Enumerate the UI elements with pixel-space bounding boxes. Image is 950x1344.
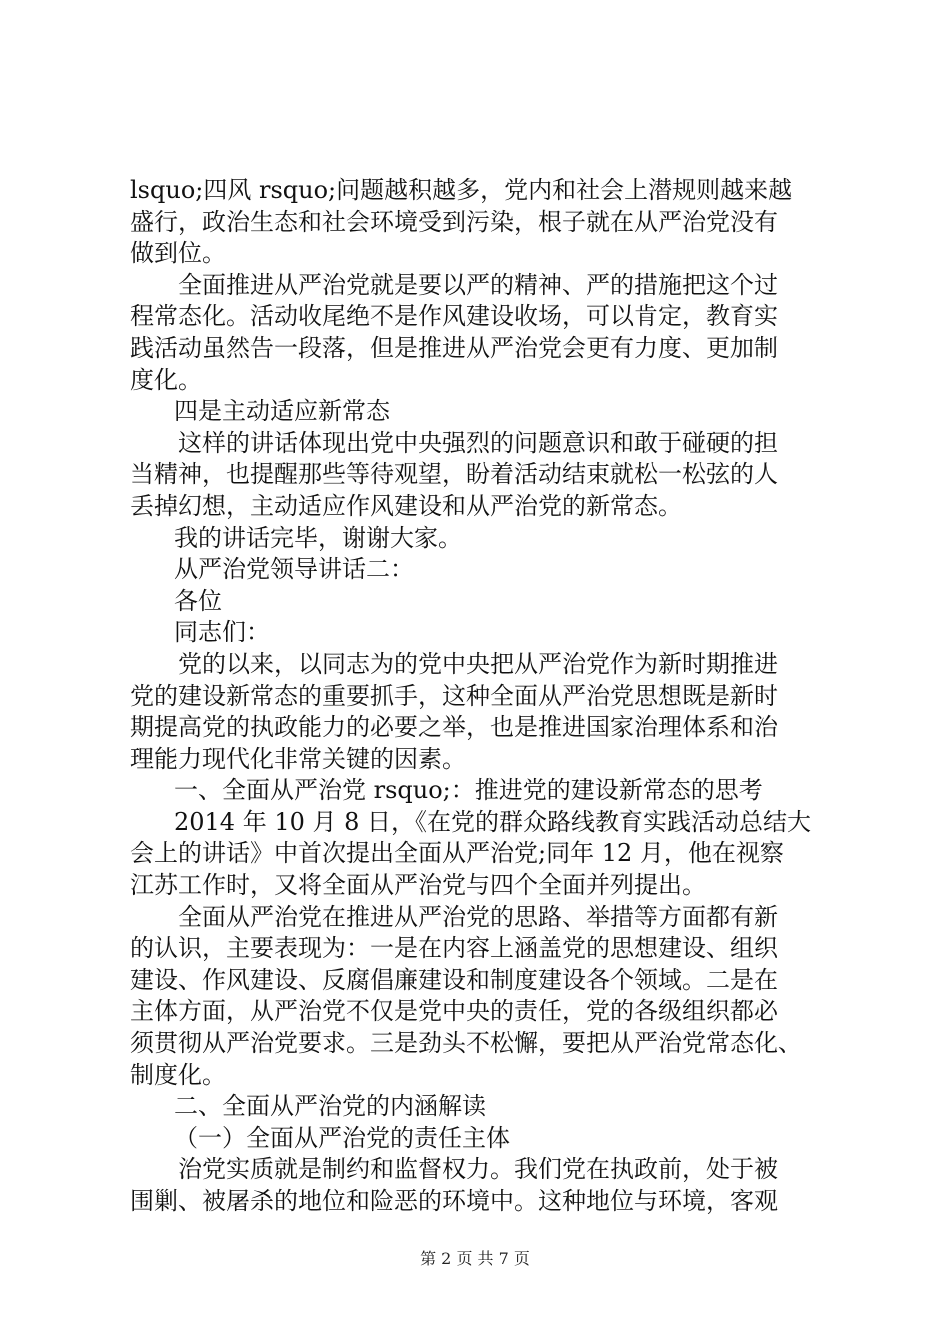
text-line: 当精神，也提醒那些等待观望，盼着活动结束就松一松弦的人 <box>130 460 778 489</box>
text-line: 的认识，主要表现为：一是在内容上涵盖党的思想建设、组织 <box>130 934 778 963</box>
text-line: 盛行，政治生态和社会环境受到污染，根子就在从严治党没有 <box>130 207 778 236</box>
text-line: 围剿、被屠杀的地位和险恶的环境中。这种地位与环境，客观 <box>130 1187 778 1215</box>
salutation <box>130 586 830 618</box>
text-line: 从严治党领导讲话二： <box>174 555 414 584</box>
text-line: 同志们： <box>174 618 270 647</box>
paragraph <box>130 270 830 396</box>
text-line: 这样的讲话体现出党中央强烈的问题意识和敢于碰硬的担 <box>178 428 778 457</box>
paragraph <box>130 175 830 270</box>
text-line: 度化。 <box>130 365 202 394</box>
text-line: 丢掉幻想，主动适应作风建设和从严治党的新常态。 <box>130 491 682 520</box>
text-line: 建设、作风建设、反腐倡廉建设和制度建设各个领域。二是在 <box>130 965 778 994</box>
section-heading <box>130 1091 830 1123</box>
text-line: （一）全面从严治党的责任主体 <box>174 1123 510 1152</box>
subsection-heading <box>130 1123 830 1155</box>
page-footer: 第 2 页 共 7 页 <box>420 1249 530 1268</box>
text-line: 江苏工作时，又将全面从严治党与四个全面并列提出。 <box>130 871 706 900</box>
text-line: 期提高党的执政能力的必要之举，也是推进国家治理体系和治 <box>130 713 778 742</box>
section-heading <box>130 775 830 807</box>
text-line: lsquo;四风 rsquo;问题越积越多，党内和社会上潜规则越来越 <box>130 176 793 204</box>
section-heading <box>130 396 830 428</box>
text-line: 2014 年 10 月 8 日，《在党的群众路线教育实践活动总结大 <box>174 807 812 836</box>
salutation <box>130 617 830 649</box>
text-line: 须贯彻从严治党要求。三是劲头不松懈，要把从严治党常态化、 <box>130 1029 802 1058</box>
text-line: 主体方面，从严治党不仅是党中央的责任，党的各级组织都必 <box>130 997 778 1026</box>
text-line: 理能力现代化非常关键的因素。 <box>130 744 466 773</box>
speech-title <box>130 554 830 586</box>
text-line: 会上的讲话》中首次提出全面从严治党;同年 12 月，他在视察 <box>130 839 784 868</box>
text-line: 一、全面从严治党 rsquo;：推进党的建设新常态的思考 <box>174 776 763 805</box>
text-line: 制度化。 <box>130 1060 226 1089</box>
text-line: 我的讲话完毕，谢谢大家。 <box>174 523 462 552</box>
text-line: 各位 <box>174 586 222 615</box>
text-line: 党的以来，以同志为的党中央把从严治党作为新时期推进 <box>178 649 778 678</box>
text-line: 做到位。 <box>130 239 226 268</box>
text-line: 程常态化。活动收尾绝不是作风建设收场，可以肯定，教育实 <box>130 302 778 331</box>
paragraph <box>130 649 830 775</box>
text-line: 二、全面从严治党的内涵解读 <box>174 1092 486 1121</box>
text-line: 四是主动适应新常态 <box>174 397 390 426</box>
paragraph <box>130 807 830 902</box>
paragraph <box>130 428 830 523</box>
text-line: 践活动虽然告一段落，但是推进从严治党会更有力度、更加制 <box>130 333 778 362</box>
text-line: 党的建设新常态的重要抓手，这种全面从严治党思想既是新时 <box>130 681 778 710</box>
paragraph <box>130 902 830 1092</box>
paragraph <box>130 523 830 555</box>
text-line: 全面推进从严治党就是要以严的精神、严的措施把这个过 <box>178 270 778 299</box>
paragraph <box>130 1154 830 1217</box>
text-line: 治党实质就是制约和监督权力。我们党在执政前，处于被 <box>178 1155 778 1184</box>
text-line: 全面从严治党在推进从严治党的思路、举措等方面都有新 <box>178 902 778 931</box>
document-body <box>130 175 830 1218</box>
